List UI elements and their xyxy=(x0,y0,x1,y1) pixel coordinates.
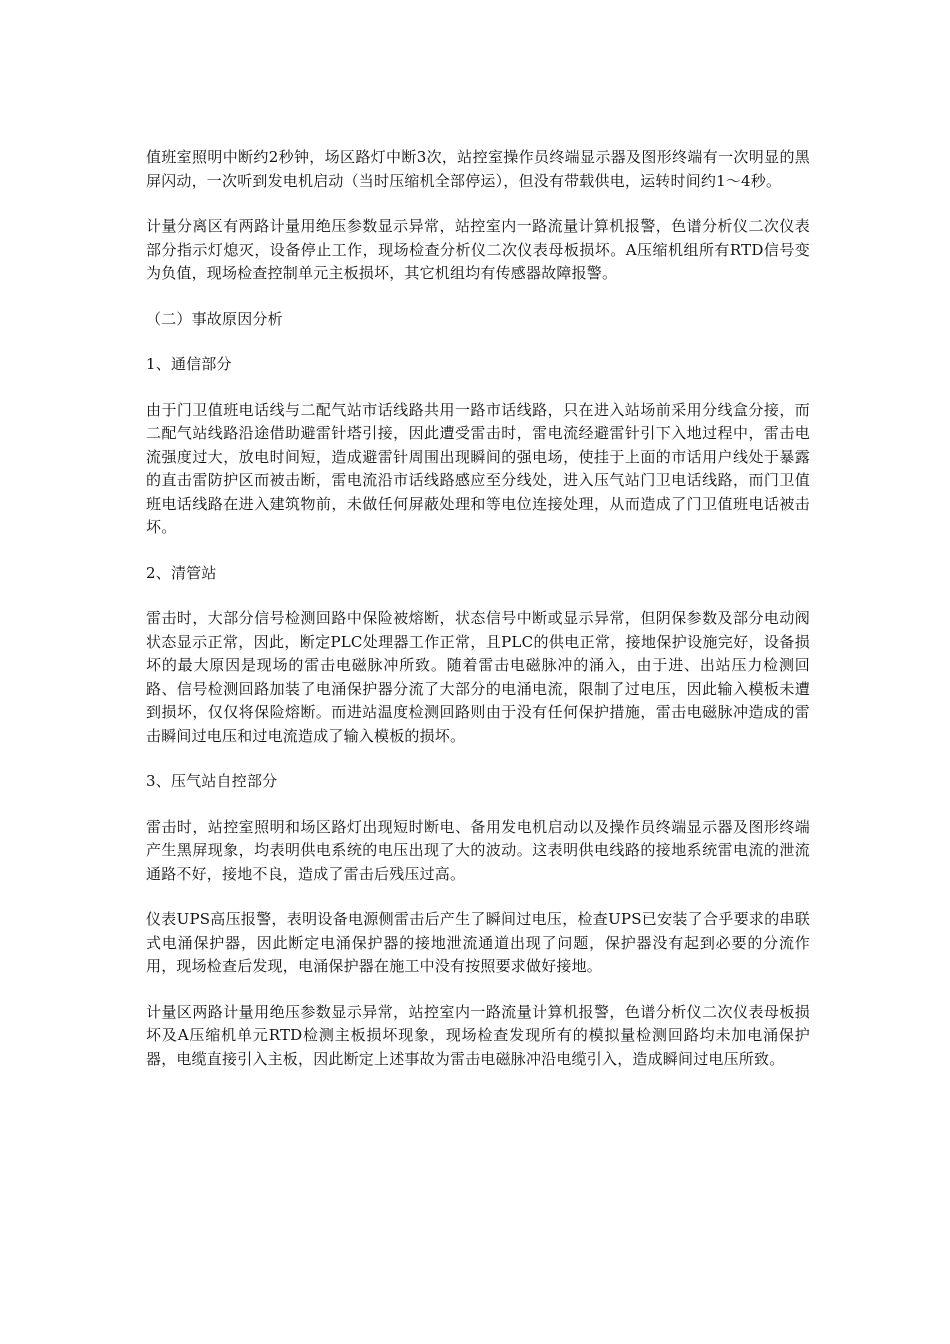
paragraph-pigging-station: 雷击时，大部分信号检测回路中保险被熔断，状态信号中断或显示异常，但阴保参数及部分电动阀状态显示正常，因此，断定PLC处理器工作正常，且PLC的供电正常，接地保护设施完好，设备损坏的最大原因是现场的雷击电磁脉冲所致。随着雷击电磁脉冲的涌入，由于进、出站压力检测回路、信号检测回路加装了电涌保护器分流了大部分的电涌电流，限制了过电压，因此输入模板未遭到损坏，仅仅将保险熔断。而进站温度检测回路则由于没有任何保护措施，雷击电磁脉冲造成的雷击瞬间过电压和过电流造成了输入模板的损坏。 xyxy=(146,609,810,745)
section-heading-cause-analysis: （二）事故原因分析 xyxy=(146,309,283,328)
paragraph-communication: 由于门卫值班电话线与二配气站市话线路共用一路市话线路，只在进入站场前采用分线盒分接，而二配气站线路沿途借助避雷针塔引接，因此遭受雷击时，雷电流经避雷针引下入地过程中，雷击电流强度过大，放电时间短，造成避雷针周围出现瞬间的强电场，使挂于上面的市话用户线处于暴露的直击雷防护区而被击断，雷电流沿市话线路感应至分线处，进入压气站门卫电话线路，而门卫值班电话线路在进入建筑物前，未做任何屏蔽处理和等电位连接处理，从而造成了门卫值班电话被击坏。 xyxy=(146,400,810,536)
paragraph-metering-anomaly: 计量分离区有两路计量用绝压参数显示异常，站控室内一路流量计算机报警，色谱分析仪二次仪表部分指示灯熄灭，设备停止工作，现场检查分析仪二次仪表母板损坏。A压缩机组所有RTD信号变为负值，现场检查控制单元主板损坏，其它机组均有传感器故障报警。 xyxy=(146,217,810,282)
paragraph-ups-alarm: 仪表UPS高压报警，表明设备电源侧雷击后产生了瞬间过电压，检查UPS已安装了合乎要求的串联式电涌保护器，因此断定电涌保护器的接地泄流通道出现了问题，保护器没有起到必要的分流作用，现场检查后发现，电涌保护器在施工中没有按照要求做好接地。 xyxy=(146,910,810,975)
paragraph-power-outage: 值班室照明中断约2秒钟，场区路灯中断3次，站控室操作员终端显示器及图形终端有一次明显的黑屏闪动，一次听到发电机启动（当时压缩机全部停运），但没有带载供电，运转时间约1～4秒。 xyxy=(146,148,810,190)
subheading-pigging-station: 2、清管站 xyxy=(146,563,217,582)
document-body xyxy=(146,146,810,1071)
paragraph-metering-conclusion: 计量区两路计量用绝压参数显示异常，站控室内一路流量计算机报警，色谱分析仪二次仪表母板损坏及A压缩机单元RTD检测主板损坏现象，现场检查发现所有的模拟量检测回路均未加电涌保护器，电缆直接引入主板，因此断定上述事故为雷击电磁脉冲沿电缆引入，造成瞬间过电压所致。 xyxy=(146,1002,810,1068)
subheading-compressor-control: 3、压气站自控部分 xyxy=(146,772,278,790)
subheading-communication: 1、通信部分 xyxy=(146,355,232,373)
paragraph-compressor-control: 雷击时，站控室照明和场区路灯出现短时断电、备用发电机启动以及操作员终端显示器及图形终端产生黑屏现象，均表明供电系统的电压出现了大的波动。这表明供电线路的接地系统雷电流的泄流通路不好，接地不良，造成了雷击后残压过高。 xyxy=(146,817,810,883)
